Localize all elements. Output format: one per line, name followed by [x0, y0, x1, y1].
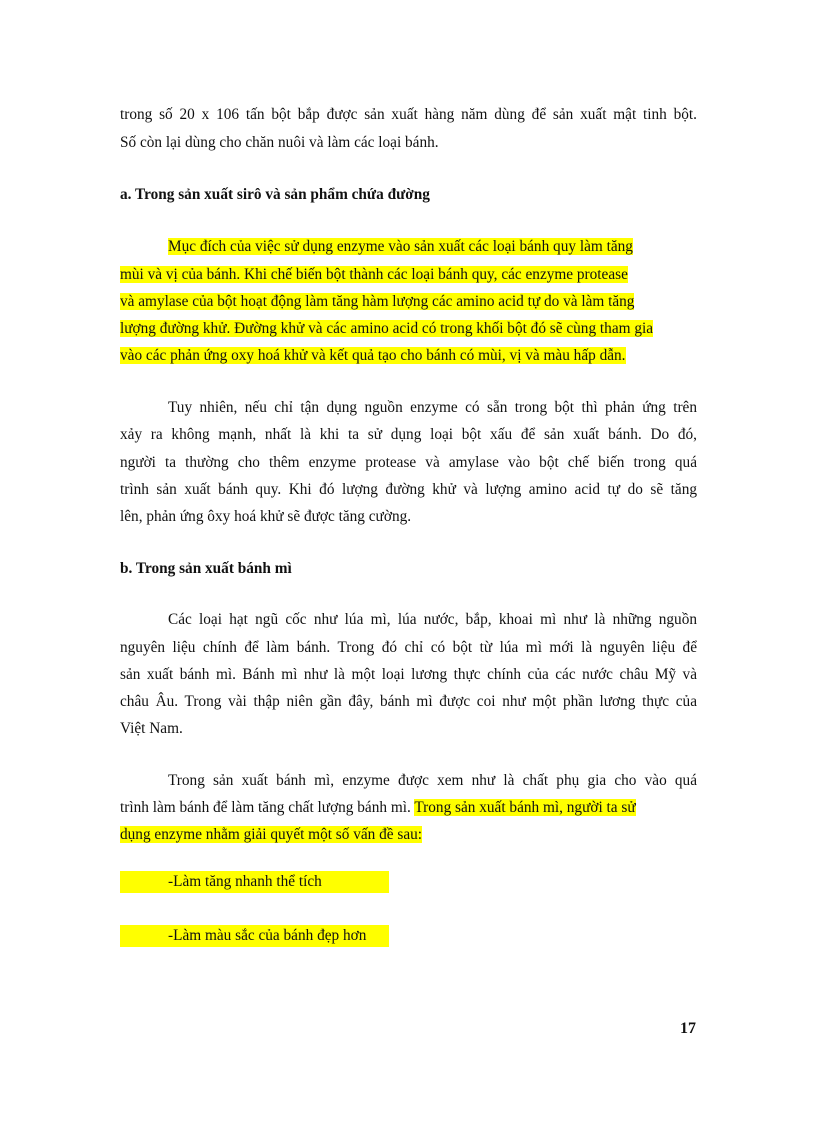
page-number: 17	[680, 1020, 696, 1037]
highlighted-text: vào các phản ứng oxy hoá khử và kết quả tạo cho bánh có mùi, vị và màu hấp dẫn.	[120, 347, 626, 364]
section-b-p2-line-1: Trong sản xuất bánh mì, enzyme được xem như là chất phụ gia cho vào quá	[168, 772, 697, 789]
bullet-item-color: -Làm màu sắc của bánh đẹp hơn	[120, 925, 389, 947]
section-b-p1-line-1: Các loại hạt ngũ cốc như lúa mì, lúa nước, bắp, khoai mì như là những nguồn	[168, 611, 697, 628]
section-b-heading: b. Trong sản xuất bánh mì	[120, 560, 292, 577]
section-b-p1-line-3: sản xuất bánh mì. Bánh mì như là một loại lương thực chính của các nước châu Mỹ và	[120, 666, 697, 683]
section-a-heading: a. Trong sản xuất sirô và sản phẩm chứa đường	[120, 186, 430, 203]
section-a-p2-line-4: trình sản xuất bánh quy. Khi đó lượng đường khử và lượng amino acid tự do sẽ tăng	[120, 481, 697, 498]
highlighted-text: lượng đường khử. Đường khử và các amino acid có trong khối bột đó sẽ cùng tham gia	[120, 320, 654, 337]
section-a-p2-line-3: người ta thường cho thêm enzyme protease và amylase vào bột chế biến trong quá	[120, 454, 697, 471]
highlighted-text: Trong sản xuất bánh mì, người ta sử	[414, 799, 636, 816]
section-a-p1-line-3	[120, 290, 634, 314]
section-a-p2-line-1: Tuy nhiên, nếu chỉ tận dụng nguồn enzyme có sẵn trong bột thì phản ứng trên	[168, 399, 697, 416]
highlighted-text: Mục đích của việc sử dụng enzyme vào sản xuất các loại bánh quy làm tăng	[168, 238, 633, 255]
highlighted-text: và amylase của bột hoạt động làm tăng hàm lượng các amino acid tự do và làm tăng	[120, 293, 635, 310]
section-a-p1-line-4	[120, 317, 653, 341]
section-a-p1-line-1	[168, 235, 697, 259]
bullet-item-volume: -Làm tăng nhanh thể tích	[120, 871, 389, 893]
section-b-p2-line-2	[120, 796, 636, 820]
section-a-p2-line-5: lên, phản ứng ôxy hoá khử sẽ được tăng cường.	[120, 508, 412, 525]
highlighted-text: dụng enzyme nhằm giải quyết một số vấn đề sau:	[120, 826, 423, 843]
section-a-p2-line-2: xảy ra không mạnh, nhất là khi ta sử dụng loại bột xấu để sản xuất bánh. Do đó,	[120, 426, 697, 443]
intro-line-2: Số còn lại dùng cho chăn nuôi và làm các loại bánh.	[120, 134, 439, 151]
section-b-p1-line-4: châu Âu. Trong vài thập niên gần đây, bánh mì được coi như một phần lương thực của	[120, 693, 697, 710]
section-a-p1-line-5	[120, 344, 626, 368]
section-b-p1-line-2: nguyên liệu chính để làm bánh. Trong đó chỉ có bột từ lúa mì mới là nguyên liệu để	[120, 639, 697, 656]
section-b-p2-line-3	[120, 823, 422, 847]
highlighted-text: mùi và vị của bánh. Khi chế biến bột thành các loại bánh quy, các enzyme protease	[120, 266, 628, 283]
plain-text: trình làm bánh để làm tăng chất lượng bánh mì.	[120, 799, 411, 816]
section-b-p1-line-5: Việt Nam.	[120, 720, 183, 737]
section-a-p1-line-2	[120, 263, 628, 287]
intro-line-1: trong số 20 x 106 tấn bột bắp được sản xuất hàng năm dùng để sản xuất mật tinh bột.	[120, 106, 697, 123]
